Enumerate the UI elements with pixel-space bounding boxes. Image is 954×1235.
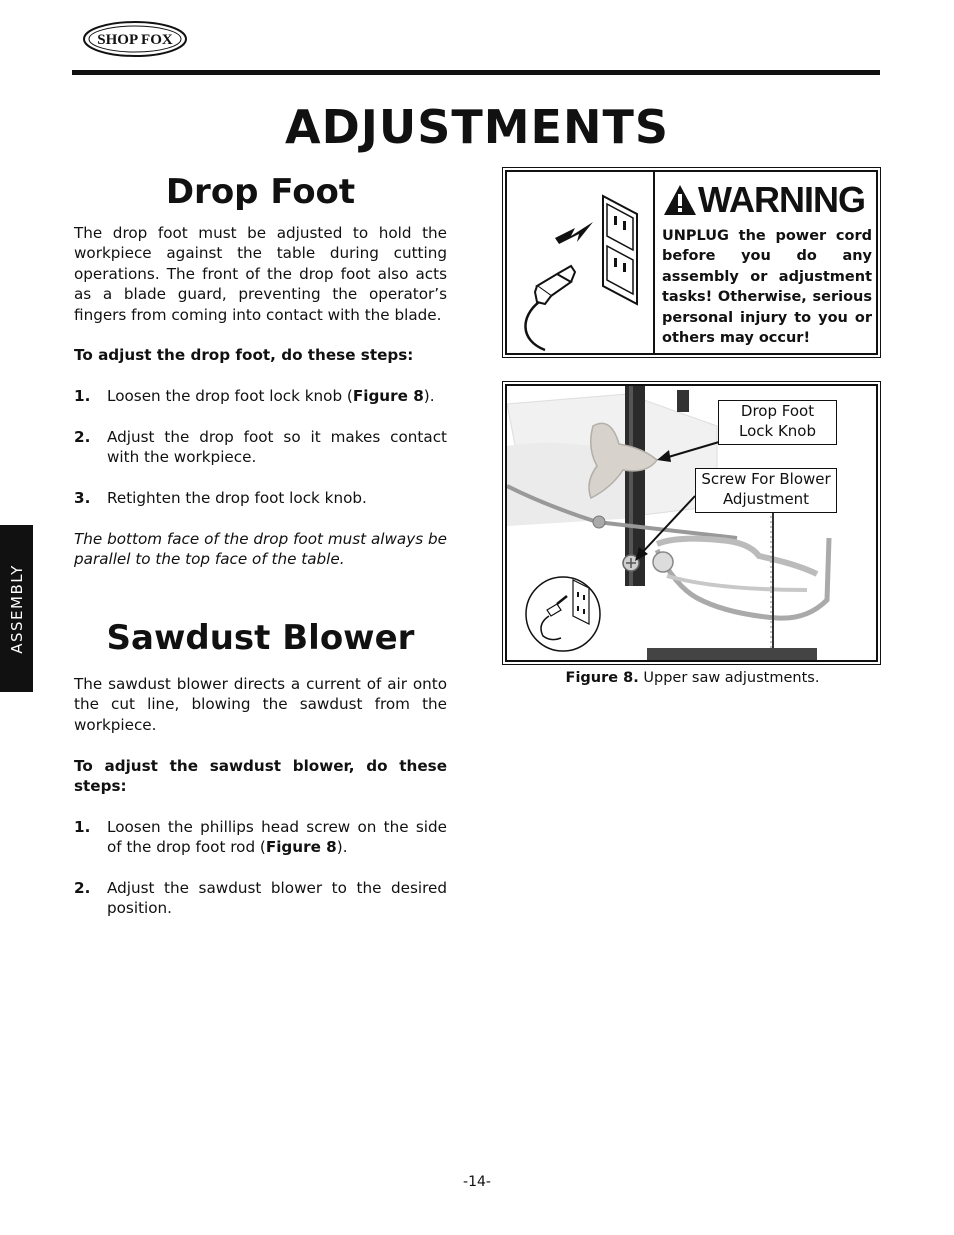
section-tab-label: ASSEMBLY bbox=[7, 563, 26, 654]
shop-fox-logo bbox=[82, 20, 188, 58]
step-text: Loosen the phillips head screw on the side of the drop foot rod ( bbox=[107, 817, 447, 857]
warning-triangle-icon bbox=[662, 183, 698, 217]
warning-lead: UNPLUG bbox=[662, 228, 729, 244]
figure-reference: Figure 8 bbox=[352, 387, 424, 406]
warning-text bbox=[662, 226, 872, 348]
unplug-illustration bbox=[515, 192, 645, 352]
step-text-end: ). bbox=[423, 387, 435, 406]
list-item bbox=[74, 878, 447, 919]
callout-drop-foot-lock-knob bbox=[718, 400, 837, 445]
logo-text: SHOP FOX bbox=[97, 32, 173, 48]
warning-divider bbox=[653, 172, 655, 353]
callout-line: Adjustment bbox=[722, 490, 810, 508]
step-text-end: ). bbox=[336, 838, 348, 857]
step-text: Adjust the drop foot so it makes contact with the workpiece. bbox=[107, 428, 447, 467]
warning-body: the power cord before you do any assembly or adjustment tasks! Otherwise, serious personal injury to you or others may occur! bbox=[662, 228, 872, 347]
header-rule bbox=[72, 70, 880, 75]
sawdust-blower-heading: Sawdust Blower bbox=[106, 618, 415, 658]
step-number: 1. bbox=[74, 817, 91, 836]
drop-foot-intro: The drop foot must be adjusted to hold the workpiece against the table during cutting operations. The front of the drop foot also acts as a blade guard, preventing the operator’s fingers from coming into contact with the blade. bbox=[74, 224, 447, 324]
drop-foot-section bbox=[74, 223, 447, 570]
callout-line: Screw For Blower bbox=[701, 470, 831, 488]
step-number: 1. bbox=[74, 387, 91, 406]
sawdust-blower-steps-intro: To adjust the sawdust blower, do these steps: bbox=[74, 756, 447, 796]
step-text: Adjust the sawdust blower to the desired position. bbox=[107, 879, 447, 918]
list-item bbox=[74, 427, 447, 468]
drop-foot-heading: Drop Foot bbox=[165, 172, 356, 212]
list-item bbox=[74, 817, 447, 858]
step-number: 2. bbox=[74, 879, 91, 898]
warning-box bbox=[505, 170, 878, 355]
warning-title: WARNING bbox=[698, 179, 865, 220]
callout-line: Lock Knob bbox=[738, 422, 816, 440]
figure-caption-label: Figure 8. bbox=[565, 670, 639, 686]
sawdust-blower-section bbox=[74, 674, 447, 919]
section-tab bbox=[0, 525, 33, 692]
step-number: 2. bbox=[74, 428, 91, 447]
callout-line: Drop Foot bbox=[740, 402, 815, 420]
drop-foot-steps-intro: To adjust the drop foot, do these steps: bbox=[74, 346, 414, 365]
list-item bbox=[74, 386, 447, 406]
figure-8-box bbox=[505, 384, 878, 662]
drop-foot-note: The bottom face of the drop foot must always be parallel to the top face of the table. bbox=[74, 530, 447, 569]
warning-header bbox=[662, 180, 872, 220]
step-number: 3. bbox=[74, 489, 91, 508]
page-title: ADJUSTMENTS bbox=[285, 100, 669, 154]
callout-screw-for-blower bbox=[695, 468, 837, 513]
sawdust-blower-intro: The sawdust blower directs a current of air onto the cut line, blowing the sawdust from the workpiece. bbox=[74, 675, 447, 734]
figure-caption-text: Upper saw adjustments. bbox=[638, 670, 820, 686]
figure-caption bbox=[505, 670, 880, 686]
page-number: -14- bbox=[463, 1174, 491, 1190]
figure-reference: Figure 8 bbox=[265, 838, 337, 857]
step-text: Loosen the drop foot lock knob ( bbox=[107, 387, 353, 406]
step-text: Retighten the drop foot lock knob. bbox=[107, 489, 367, 508]
list-item bbox=[74, 488, 447, 508]
